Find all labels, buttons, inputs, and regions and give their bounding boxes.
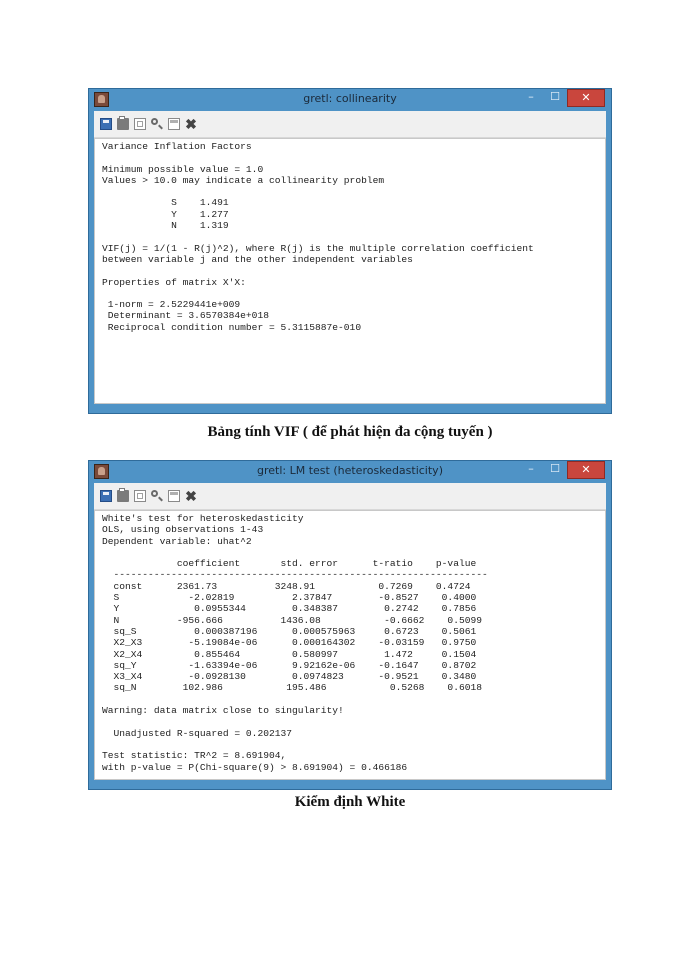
table-divider: ----------------------------------------------------------------- (102, 569, 488, 581)
toolbar (94, 483, 606, 510)
title-bar[interactable] (89, 461, 611, 483)
table-row: Y 0.0955344 0.348387 0.2742 0.7856 (102, 603, 477, 615)
maximize-button[interactable]: ☐ (550, 462, 560, 475)
lm-test-window (88, 460, 612, 790)
warning-line: Warning: data matrix close to singularity! (102, 705, 344, 717)
table-row: X2_X4 0.855464 0.580997 1.472 0.1504 (102, 648, 477, 660)
search-icon[interactable] (151, 118, 163, 130)
copy-icon[interactable] (134, 490, 146, 502)
close-button[interactable]: ✕ (567, 461, 605, 479)
output-line: between variable j and the other independent variables (102, 253, 413, 265)
search-icon[interactable] (151, 490, 163, 502)
output-text-area[interactable] (94, 138, 606, 404)
table-header: coefficient std. error t-ratio p-value (102, 558, 477, 570)
caption-vif: Bảng tính VIF ( để phát hiện đa cộng tuyến ) (207, 424, 493, 440)
window-title: gretl: collinearity (303, 92, 397, 105)
title-bar[interactable] (89, 89, 611, 111)
table-row: X2_X3 -5.19084e-06 0.000164302 -0.03159 0.9750 (102, 637, 477, 649)
copy-icon[interactable] (134, 118, 146, 130)
maximize-button[interactable]: ☐ (550, 90, 560, 103)
output-line: VIF(j) = 1/(1 - R(j)^2), where R(j) is the multiple correlation coefficient (102, 242, 534, 254)
output-line: Determinant = 3.6570384e+018 (102, 310, 269, 322)
caption-white-test: Kiểm định White (294, 794, 406, 810)
output-line: OLS, using observations 1-43 (102, 524, 264, 536)
edit-icon[interactable] (168, 490, 180, 502)
close-icon[interactable]: ✖ (185, 488, 197, 504)
close-button[interactable]: ✕ (567, 89, 605, 107)
output-line: Minimum possible value = 1.0 (102, 163, 264, 175)
output-line: Unadjusted R-squared = 0.202137 (102, 727, 292, 739)
output-line: S 1.491 (102, 197, 229, 209)
print-icon[interactable] (117, 118, 129, 130)
collinearity-output (95, 139, 605, 333)
output-line: 1-norm = 2.5229441e+009 (102, 299, 241, 311)
toolbar (94, 111, 606, 138)
output-line: Properties of matrix X'X: (102, 276, 246, 288)
edit-icon[interactable] (168, 118, 180, 130)
minimize-button[interactable]: – (528, 90, 534, 103)
save-icon[interactable] (100, 118, 112, 130)
output-line: Dependent variable: uhat^2 (102, 535, 252, 547)
save-icon[interactable] (100, 490, 112, 502)
table-row: N -956.666 1436.08 -0.6662 0.5099 (102, 614, 482, 626)
table-row: sq_S 0.000387196 0.000575963 0.6723 0.5061 (102, 625, 477, 637)
output-line: N 1.319 (102, 220, 229, 232)
table-row: S -2.02819 2.37847 -0.8527 0.4000 (102, 592, 477, 604)
output-line: Values > 10.0 may indicate a collinearity problem (102, 174, 385, 186)
output-line: White's test for heteroskedasticity (102, 513, 304, 524)
output-line: Test statistic: TR^2 = 8.691904, (102, 750, 287, 762)
output-line: with p-value = P(Chi-square(9) > 8.691904) = 0.466186 (102, 761, 408, 773)
lm-test-output (95, 511, 605, 773)
collinearity-window (88, 88, 612, 414)
table-row: sq_N 102.986 195.486 0.5268 0.6018 (102, 682, 482, 694)
print-icon[interactable] (117, 490, 129, 502)
output-text-area[interactable] (94, 510, 606, 780)
table-row: sq_Y -1.63394e-06 9.92162e-06 -0.1647 0.8702 (102, 659, 477, 671)
table-row: const 2361.73 3248.91 0.7269 0.4724 (102, 580, 471, 592)
table-row: X3_X4 -0.0928130 0.0974823 -0.9521 0.3480 (102, 671, 477, 683)
output-line: Y 1.277 (102, 208, 229, 220)
minimize-button[interactable]: – (528, 462, 534, 475)
output-line: Variance Inflation Factors (102, 141, 252, 152)
output-line: Reciprocal condition number = 5.3115887e-010 (102, 321, 362, 333)
window-title: gretl: LM test (heteroskedasticity) (257, 464, 443, 477)
close-icon[interactable]: ✖ (185, 116, 197, 132)
